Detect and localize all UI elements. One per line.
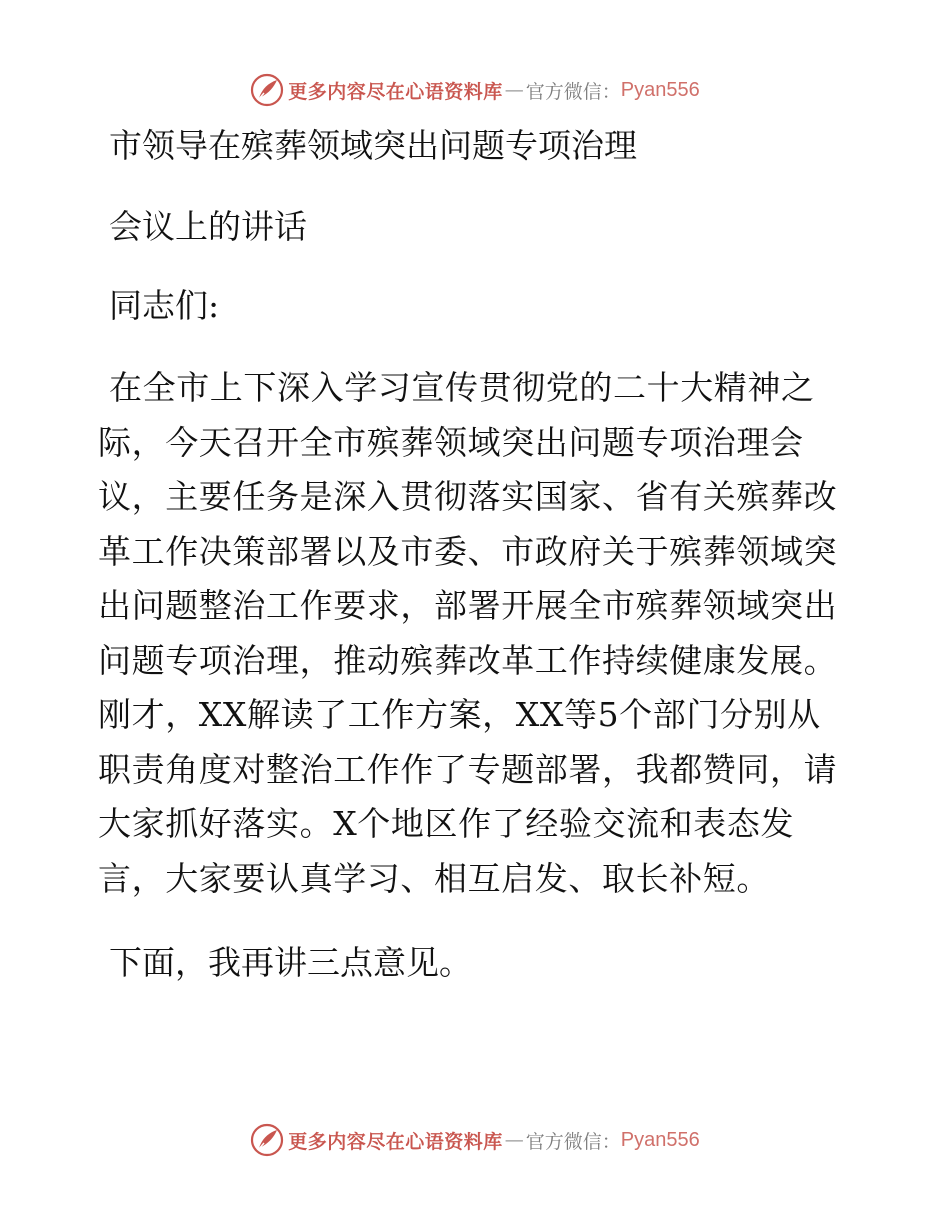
header-watermark bbox=[0, 70, 950, 110]
watermark-wechat-id: Pyan556 bbox=[620, 1128, 700, 1151]
document-body bbox=[98, 122, 850, 987]
salutation: 同志们: bbox=[109, 286, 220, 325]
watermark-dash: — bbox=[504, 1129, 524, 1151]
feather-pen-logo-icon bbox=[250, 1123, 284, 1157]
watermark-wechat-label: 官方微信： bbox=[525, 80, 621, 103]
watermark-wechat-label: 官方微信： bbox=[525, 1130, 621, 1153]
watermark-dash: — bbox=[504, 79, 524, 101]
watermark-brand-text: 更多内容尽在心语资料库 bbox=[288, 1130, 503, 1153]
footer-watermark bbox=[0, 1120, 950, 1160]
document-title-line-2: 会议上的讲话 bbox=[109, 207, 307, 246]
closing-sentence: 下面，我再讲三点意见。 bbox=[109, 943, 472, 982]
body-paragraph: 在全市上下深入学习宣传贯彻党的二十大精神之际，今天召开全市殡葬领域突出问题专项治理会议，主要任务是深入贯彻落实国家、省有关殡葬改革工作决策部署以及市委、市政府关于殡葬领域突出问题整治工作要求，部署开展全市殡葬领域突出问题专项治理，推动殡葬改革工作持续健康发展。刚才，XX解读了工作方案，XX等5个部门分别从职责角度对整治工作作了专题部署，我都赞同，请大家抓好落实。X个地区作了经验交流和表态发言，大家要认真学习、相互启发、取长补短。 bbox=[98, 368, 838, 898]
document-title-line-1: 市领导在殡葬领域突出问题专项治理 bbox=[109, 126, 637, 165]
watermark-wechat-id: Pyan556 bbox=[620, 78, 700, 101]
feather-pen-logo-icon bbox=[250, 73, 284, 107]
watermark-brand-text: 更多内容尽在心语资料库 bbox=[288, 80, 503, 103]
